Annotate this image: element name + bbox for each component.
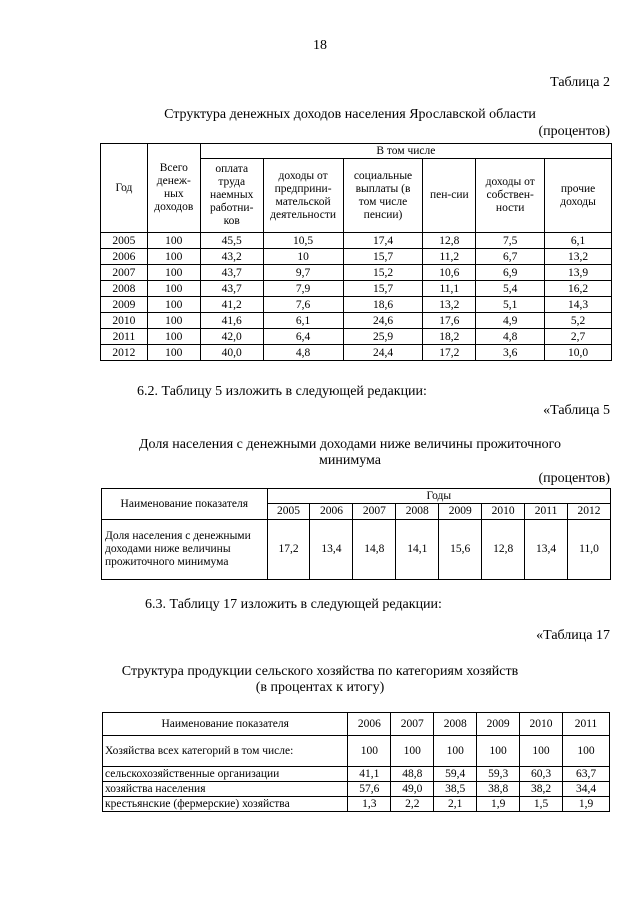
table-cell: 3,6 xyxy=(476,345,545,361)
table-cell: 13,4 xyxy=(310,520,353,580)
table-cell: 41,1 xyxy=(348,767,391,782)
table-cell: 100 xyxy=(348,736,391,767)
table-cell: 15,2 xyxy=(343,265,423,281)
table-cell: 100 xyxy=(434,736,477,767)
table-cell: 6,1 xyxy=(263,313,343,329)
table2-title: Структура денежных доходов населения Ярославской области xyxy=(164,107,536,122)
table-cell: 6,4 xyxy=(263,329,343,345)
year-header: 2011 xyxy=(525,504,568,520)
table5-title: Доля населения с денежными доходами ниже величины прожиточного минимума xyxy=(138,437,562,468)
table-cell: 11,1 xyxy=(423,281,476,297)
header-social: социальные выплаты (в том числе пенсии) xyxy=(343,159,423,233)
table-row xyxy=(103,767,610,782)
table17-title-line2: (в процентах к итогу) xyxy=(255,680,385,695)
table-row xyxy=(101,233,612,249)
year-header: 2006 xyxy=(310,504,353,520)
table-cell: 11,2 xyxy=(423,249,476,265)
table-cell: 24,4 xyxy=(343,345,423,361)
table-cell: 2006 xyxy=(101,249,148,265)
table-cell: 100 xyxy=(563,736,610,767)
table-cell: 17,4 xyxy=(343,233,423,249)
table-cell: 60,3 xyxy=(520,767,563,782)
year-header: 2010 xyxy=(520,713,563,736)
table-cell: 2,2 xyxy=(391,797,434,812)
year-header: 2005 xyxy=(267,504,310,520)
table17-body xyxy=(103,736,610,812)
table-cell: 38,8 xyxy=(477,782,520,797)
table-cell: 7,9 xyxy=(263,281,343,297)
table-cell: 100 xyxy=(147,297,200,313)
table-row xyxy=(101,329,612,345)
header-pensions: пен-сии xyxy=(423,159,476,233)
table2-caption: Таблица 2 xyxy=(550,75,610,90)
table-cell: 57,6 xyxy=(348,782,391,797)
year-header: 2010 xyxy=(482,504,525,520)
header-year: Год xyxy=(101,144,148,233)
header-other: прочие доходы xyxy=(545,159,612,233)
table-cell: 10,6 xyxy=(423,265,476,281)
year-header: 2011 xyxy=(563,713,610,736)
table-cell: 100 xyxy=(147,233,200,249)
header-indicator-17: Наименование показателя xyxy=(103,713,348,736)
table-cell: 18,2 xyxy=(423,329,476,345)
section-6-3: 6.3. Таблицу 17 изложить в следующей редакции: xyxy=(145,597,442,612)
table-cell: 1,3 xyxy=(348,797,391,812)
table-cell: 100 xyxy=(391,736,434,767)
table-cell: 13,2 xyxy=(423,297,476,313)
table-cell: 24,6 xyxy=(343,313,423,329)
table-cell: 1,9 xyxy=(477,797,520,812)
section-6-2: 6.2. Таблицу 5 изложить в следующей редакции: xyxy=(137,384,427,399)
table-cell: 100 xyxy=(147,281,200,297)
year-header: 2007 xyxy=(353,504,396,520)
table-cell: 4,8 xyxy=(263,345,343,361)
table-cell: 63,7 xyxy=(563,767,610,782)
table-cell: 100 xyxy=(147,345,200,361)
table-cell: 100 xyxy=(147,265,200,281)
table-cell: 5,2 xyxy=(545,313,612,329)
table-row xyxy=(103,797,610,812)
table-cell: 14,8 xyxy=(353,520,396,580)
table-cell: 15,7 xyxy=(343,249,423,265)
table-cell: 100 xyxy=(147,313,200,329)
year-header: 2007 xyxy=(391,713,434,736)
table-cell: 13,9 xyxy=(545,265,612,281)
table-row xyxy=(101,249,612,265)
year-header: 2008 xyxy=(434,713,477,736)
table-cell: 13,4 xyxy=(525,520,568,580)
table2-body xyxy=(101,233,612,361)
header-indicator: Наименование показателя xyxy=(102,489,268,520)
table-cell: 15,7 xyxy=(343,281,423,297)
table-cell: 2008 xyxy=(101,281,148,297)
header-total: Всего денеж-ных доходов xyxy=(147,144,200,233)
table-row xyxy=(101,281,612,297)
header-business: доходы от предприни-мательской деятельности xyxy=(263,159,343,233)
table-cell: 2010 xyxy=(101,313,148,329)
table-cell: 4,8 xyxy=(476,329,545,345)
table-cell: 41,6 xyxy=(200,313,263,329)
agriculture-structure-table xyxy=(102,712,610,812)
table-cell: 43,2 xyxy=(200,249,263,265)
table-cell: 41,2 xyxy=(200,297,263,313)
table-cell: 18,6 xyxy=(343,297,423,313)
table-cell: 17,6 xyxy=(423,313,476,329)
table-cell: 59,3 xyxy=(477,767,520,782)
table-cell: 5,4 xyxy=(476,281,545,297)
table-cell: 7,6 xyxy=(263,297,343,313)
table-cell: 43,7 xyxy=(200,281,263,297)
table-row xyxy=(103,736,610,767)
table-row xyxy=(103,782,610,797)
table-cell: 25,9 xyxy=(343,329,423,345)
year-header: 2008 xyxy=(396,504,439,520)
table-cell: 2012 xyxy=(101,345,148,361)
table2-unit: (процентов) xyxy=(538,124,610,139)
table-cell: 45,5 xyxy=(200,233,263,249)
header-in-that: В том числе xyxy=(200,144,611,159)
table-cell: 42,0 xyxy=(200,329,263,345)
table-cell: 17,2 xyxy=(267,520,310,580)
row-label: сельскохозяйственные организации xyxy=(103,767,348,782)
table-cell: 6,7 xyxy=(476,249,545,265)
year-header: 2009 xyxy=(477,713,520,736)
table5-caption: «Таблица 5 xyxy=(543,403,610,418)
year-header: 2012 xyxy=(568,504,611,520)
table-cell: 4,9 xyxy=(476,313,545,329)
table-cell: 1,5 xyxy=(520,797,563,812)
income-structure-table xyxy=(100,143,612,361)
table-cell: 15,6 xyxy=(439,520,482,580)
table-cell: 16,2 xyxy=(545,281,612,297)
table-cell: 10,0 xyxy=(545,345,612,361)
table-cell: 10,5 xyxy=(263,233,343,249)
table-cell: 6,9 xyxy=(476,265,545,281)
table-cell: 7,5 xyxy=(476,233,545,249)
table-cell: 9,7 xyxy=(263,265,343,281)
poverty-share-table xyxy=(101,488,611,580)
table-cell: 48,8 xyxy=(391,767,434,782)
table-cell: 100 xyxy=(147,249,200,265)
table-row xyxy=(101,265,612,281)
table-cell: 2009 xyxy=(101,297,148,313)
table-cell: 5,1 xyxy=(476,297,545,313)
row-label: Хозяйства всех категорий в том числе: xyxy=(103,736,348,767)
table-cell: 49,0 xyxy=(391,782,434,797)
table-cell: 43,7 xyxy=(200,265,263,281)
table-cell: 2,1 xyxy=(434,797,477,812)
table-cell: 17,2 xyxy=(423,345,476,361)
year-header: 2009 xyxy=(439,504,482,520)
table-cell: 38,2 xyxy=(520,782,563,797)
table-cell: 10 xyxy=(263,249,343,265)
table-row xyxy=(101,297,612,313)
table-cell: 59,4 xyxy=(434,767,477,782)
table-cell: 2005 xyxy=(101,233,148,249)
table-cell: 40,0 xyxy=(200,345,263,361)
table-cell: 12,8 xyxy=(423,233,476,249)
poverty-row-label: Доля населения с денежными доходами ниже величины прожиточного минимума xyxy=(102,520,268,580)
table-cell: 2007 xyxy=(101,265,148,281)
table-cell: 100 xyxy=(147,329,200,345)
table-cell: 2,7 xyxy=(545,329,612,345)
page-number: 18 xyxy=(313,38,327,53)
table-cell: 12,8 xyxy=(482,520,525,580)
table17-caption: «Таблица 17 xyxy=(536,628,610,643)
table-cell: 2011 xyxy=(101,329,148,345)
table5-unit: (процентов) xyxy=(538,471,610,486)
table-cell: 1,9 xyxy=(563,797,610,812)
row-label: крестьянские (фермерские) хозяйства xyxy=(103,797,348,812)
table-cell: 34,4 xyxy=(563,782,610,797)
table-row xyxy=(101,345,612,361)
table-cell: 100 xyxy=(477,736,520,767)
year-header: 2006 xyxy=(348,713,391,736)
header-property: доходы от собствен-ности xyxy=(476,159,545,233)
table-cell: 6,1 xyxy=(545,233,612,249)
table-cell: 38,5 xyxy=(434,782,477,797)
row-label: хозяйства населения xyxy=(103,782,348,797)
table-row xyxy=(101,313,612,329)
header-years: Годы xyxy=(267,489,610,504)
table17-title-line1: Структура продукции сельского хозяйства по категориям хозяйств xyxy=(121,664,519,679)
header-wages: оплата труда наемных работни-ков xyxy=(200,159,263,233)
table-cell: 100 xyxy=(520,736,563,767)
table-cell: 14,1 xyxy=(396,520,439,580)
table-cell: 14,3 xyxy=(545,297,612,313)
table-cell: 11,0 xyxy=(568,520,611,580)
table-cell: 13,2 xyxy=(545,249,612,265)
